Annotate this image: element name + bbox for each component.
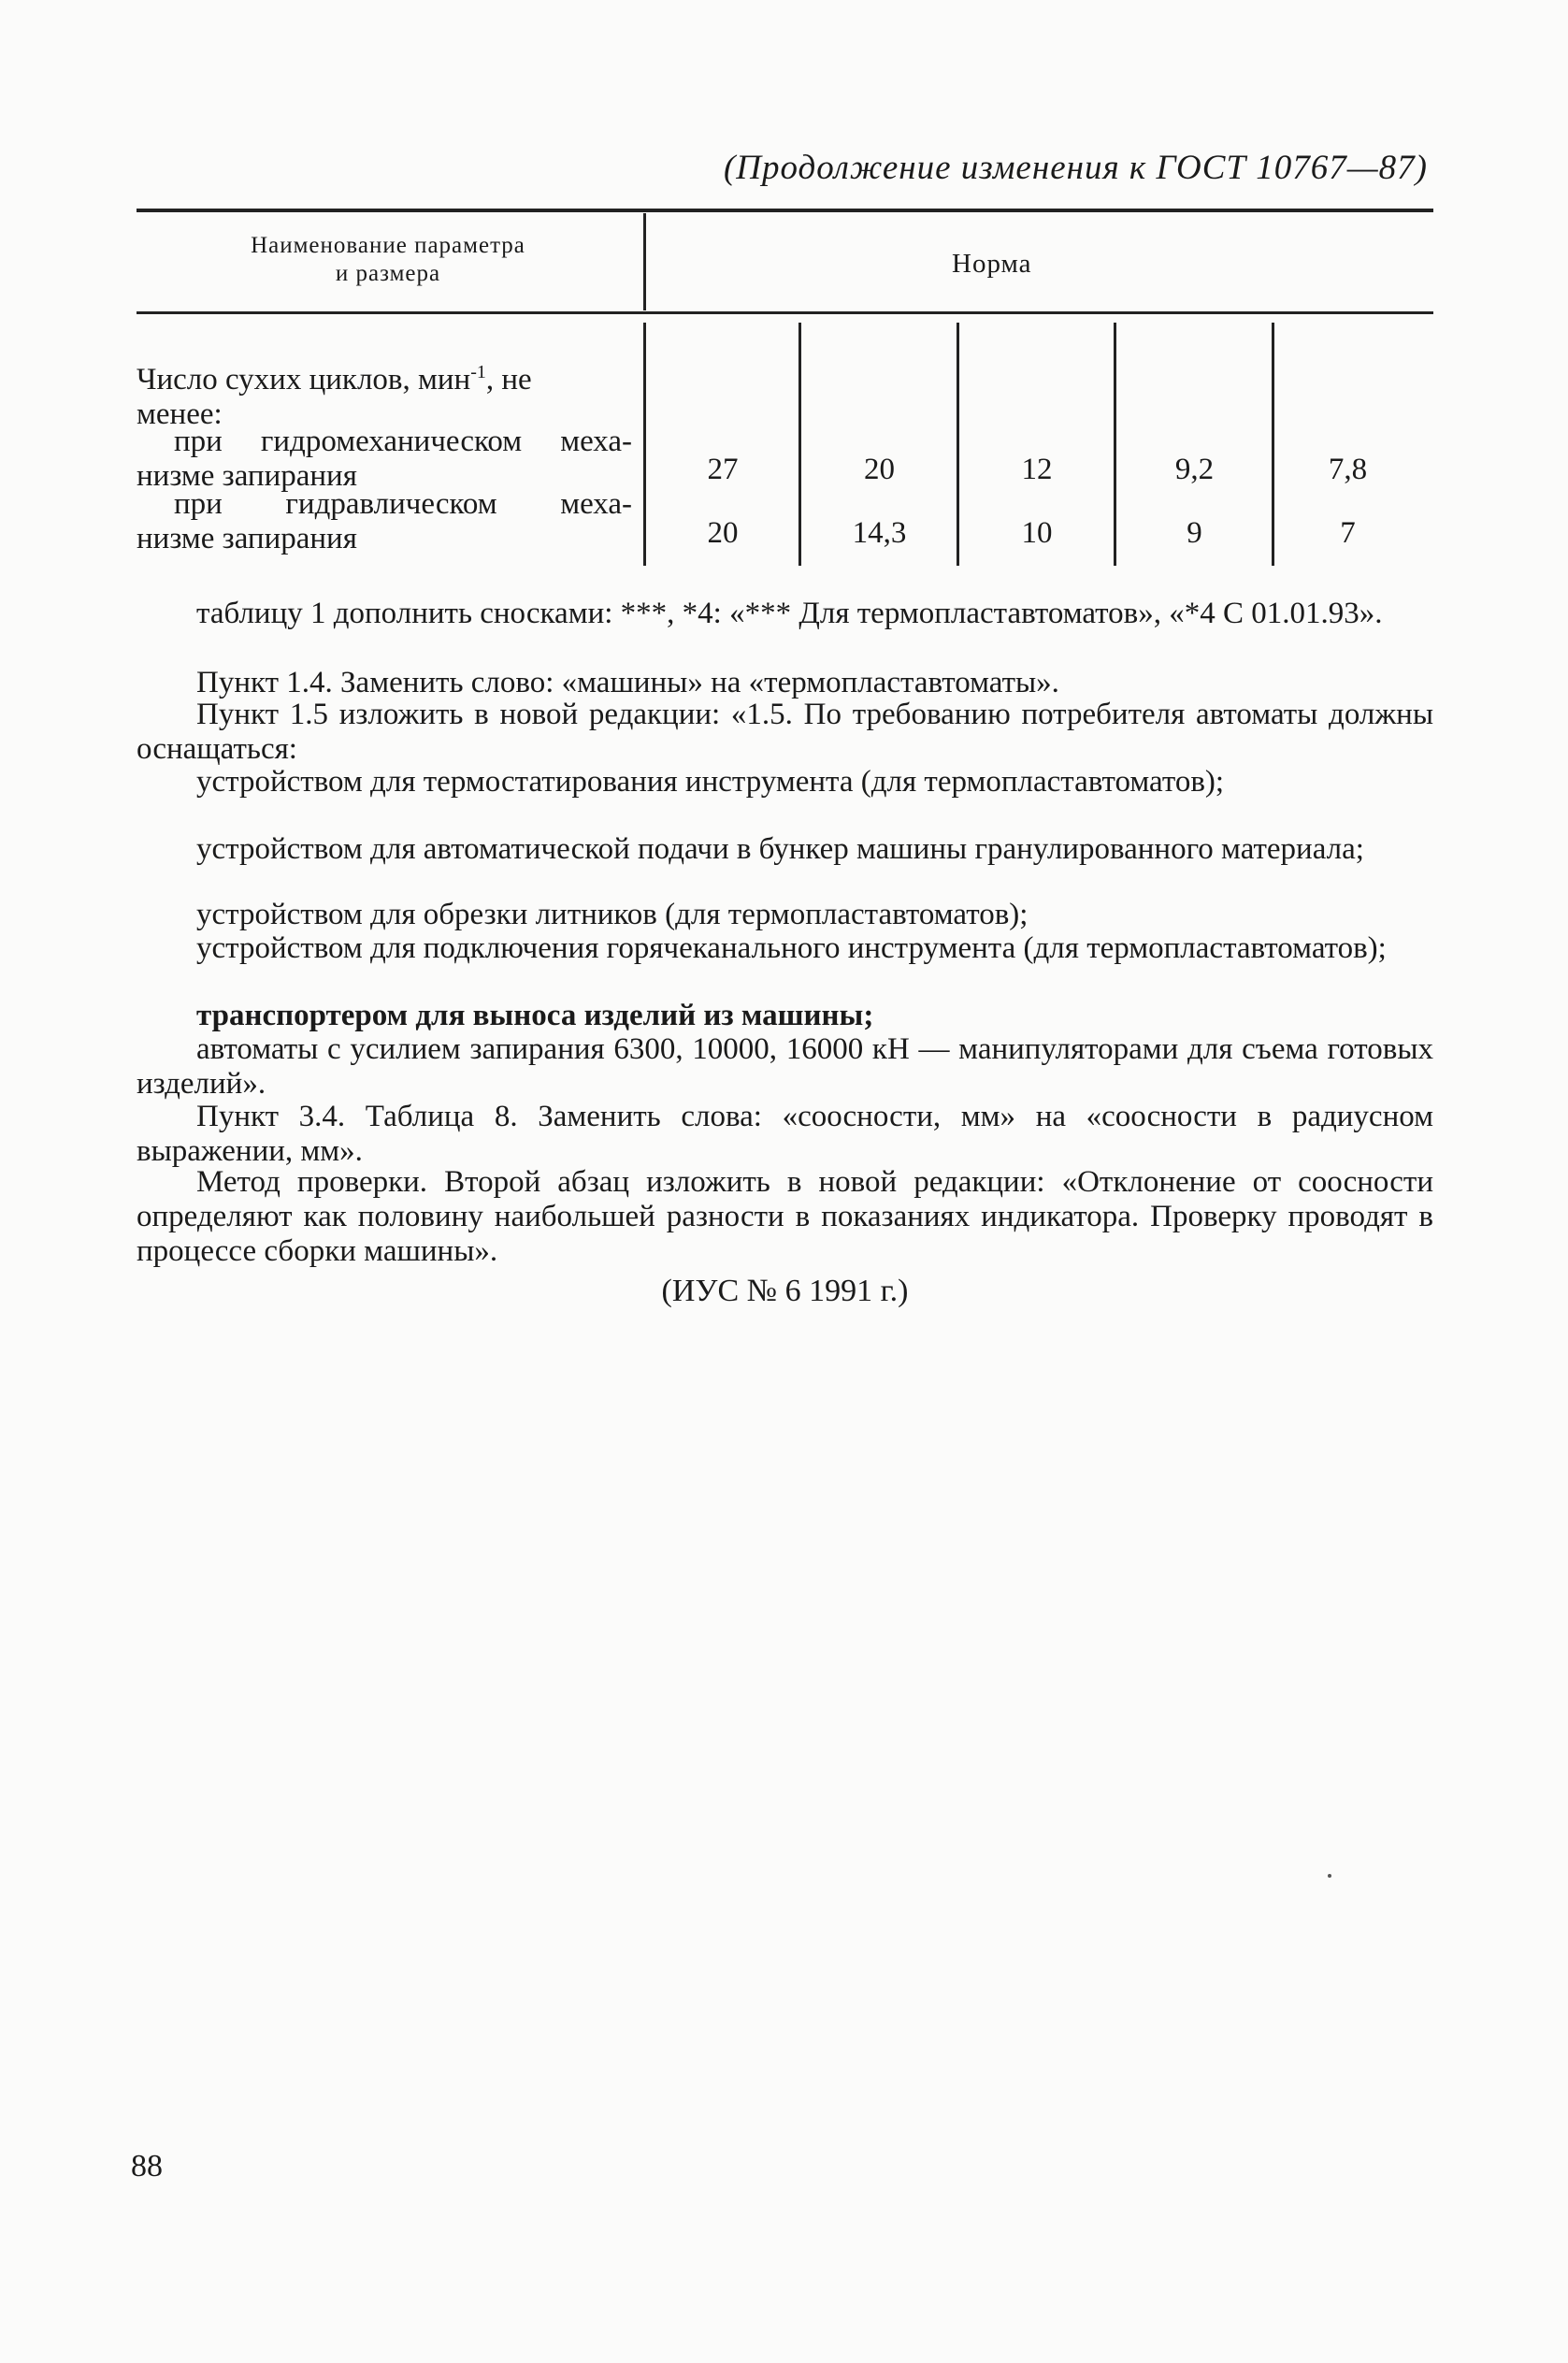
table-cell: 14,3 (852, 516, 907, 550)
table-header-parameter (187, 232, 589, 288)
table-row-label (137, 487, 632, 556)
source-reference: (ИУС № 6 1991 г.) (661, 1274, 909, 1308)
table-row-label-line1: при гидромеханическом меха- (174, 425, 632, 458)
paragraph: Пункт 1.4. Заменить слово: «машины» на «термопластавтоматы». (196, 666, 1059, 699)
paragraph: транспортером для выноса изделий из машины; (196, 999, 874, 1032)
table-row-label (137, 425, 632, 494)
paragraph: устройством для обрезки литников (для термопластавтоматов); (196, 898, 1029, 931)
header-column-divider (643, 213, 646, 310)
table-row-label-line1: при гидравлическом меха- (174, 487, 632, 521)
paragraph: устройством для подключения горячеканального инструмента (для термопластавтоматов); (196, 931, 1387, 965)
column-divider (798, 323, 801, 566)
table-cell: 9 (1187, 516, 1202, 550)
paragraph: устройством для термостатирования инструмента (для термопластавтоматов); (196, 765, 1225, 799)
column-divider (643, 323, 646, 566)
table-cell: 10 (1021, 516, 1053, 550)
table-row-label (137, 355, 632, 432)
paragraph: автоматы с усилием запирания 6300, 10000, 16000 кН — манипуляторами для съема готовых изделий». (137, 1032, 1433, 1101)
paragraph: Пункт 1.5 изложить в новой редакции: «1.5. По требованию потребителя автоматы должны оснащаться: (137, 698, 1433, 766)
table-cell: 7,8 (1328, 453, 1368, 486)
table-cell: 20 (864, 453, 895, 486)
table-cell: 20 (707, 516, 739, 550)
paragraph: Метод проверки. Второй абзац изложить в новой редакции: «Отклонение от соосности определяют как половину наибольшей разности в показаниях индикатора. Проверку проводят в процессе сборки машины». (137, 1165, 1433, 1268)
table-header-parameter-line1: Наименование параметра (251, 233, 525, 258)
column-divider (1272, 323, 1274, 566)
table-header-rule (137, 311, 1433, 314)
table-header-parameter-line2: и размера (335, 261, 441, 286)
table-header-norm: Норма (952, 249, 1032, 279)
table-top-rule (137, 209, 1433, 212)
table-row-label-line2: низме запирания (137, 459, 357, 493)
table-row-label-line1: Число сухих циклов, мин$^{-1}$, не (137, 362, 532, 396)
page-number: 88 (131, 2149, 163, 2183)
column-divider (1114, 323, 1116, 566)
paragraph: устройством для автоматической подачи в бункер машины гранулированного материала; (196, 832, 1364, 866)
paragraph: Пункт 3.4. Таблица 8. Заменить слова: «соосности, мм» на «соосности в радиусном выражении, мм». (137, 1100, 1433, 1168)
table-cell: 27 (707, 453, 739, 486)
table-cell: 7 (1340, 516, 1356, 550)
table-row-label-line2: менее: (137, 397, 223, 431)
table-cell: 9,2 (1174, 453, 1215, 486)
table-row-label-line2: низме запирания (137, 522, 357, 555)
paragraph: таблицу 1 дополнить сносками: ***, *4: «*** Для термопластавтоматов», «*4 С 01.01.93». (196, 597, 1383, 630)
table-cell: 12 (1021, 453, 1053, 486)
page-header: (Продолжение изменения к ГОСТ 10767—87) (723, 149, 1428, 187)
scan-speck (1328, 1874, 1331, 1878)
column-divider (957, 323, 959, 566)
